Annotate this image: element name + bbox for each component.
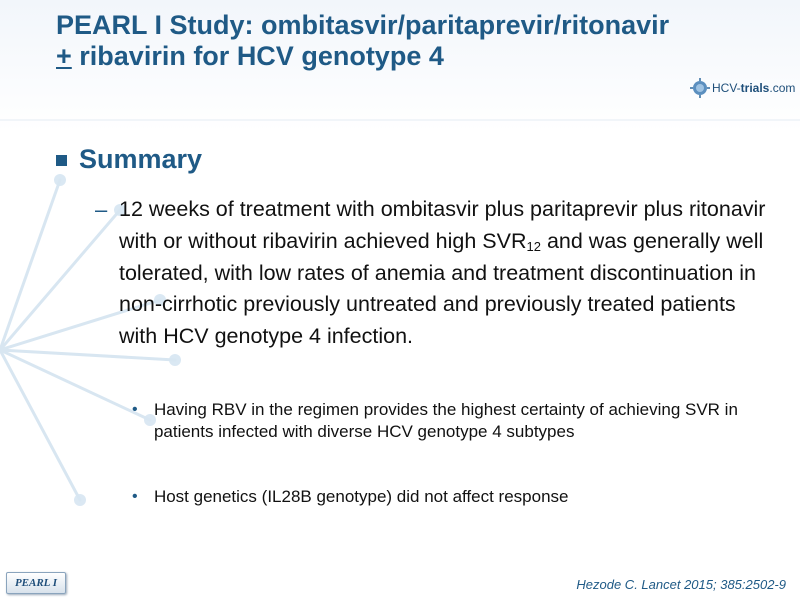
- summary-heading: [56, 144, 202, 175]
- hcv-virus-logo-icon: [690, 78, 710, 98]
- citation: Hezode C. Lancet 2015; 385:2502-9: [576, 577, 786, 592]
- sub-point-1: [132, 399, 782, 443]
- svr-subscript: 12: [526, 238, 541, 254]
- logo-brand: trials: [740, 81, 770, 95]
- dot-bullet-icon: •: [132, 401, 138, 418]
- main-point-part-1: 12 weeks of treatment with ombitasvir plus paritaprevir plus ritonavir with or without ribavirin achieved high SVR: [119, 197, 766, 253]
- main-point: [95, 194, 775, 353]
- dot-bullet-icon: •: [132, 488, 138, 505]
- logo-prefix: HCV-: [712, 81, 741, 95]
- main-point-text: [119, 194, 769, 353]
- hcv-trials-logo: [690, 78, 795, 98]
- title-line-1: PEARL I Study: ombitasvir/paritaprevir/ritonavir: [56, 10, 670, 40]
- logo-text: [712, 81, 795, 95]
- sub-point-1-text: Having RBV in the regimen provides the highest certainty of achieving SVR in patients infected with diverse HCV genotype 4 subtypes: [153, 400, 738, 441]
- sub-point-2-text: Host genetics (IL28B genotype) did not affect response: [153, 487, 569, 506]
- dash-bullet-icon: –: [95, 197, 108, 222]
- title-line-2: ribavirin for HCV genotype 4: [71, 41, 444, 71]
- square-bullet-icon: [56, 155, 67, 166]
- title-plus: +: [56, 41, 72, 71]
- main-point-part-2: and was generally well tolerated, with low rates of anemia and treatment discontinuation in non-cirrhotic previously untreated and previously treated patients with HCV genotype 4 infection.: [119, 228, 764, 349]
- pearl-i-badge: PEARL I: [6, 572, 66, 594]
- summary-label: Summary: [79, 144, 203, 174]
- logo-suffix: .com: [769, 81, 796, 95]
- slide-title: [56, 10, 786, 72]
- sub-point-2: [132, 486, 782, 508]
